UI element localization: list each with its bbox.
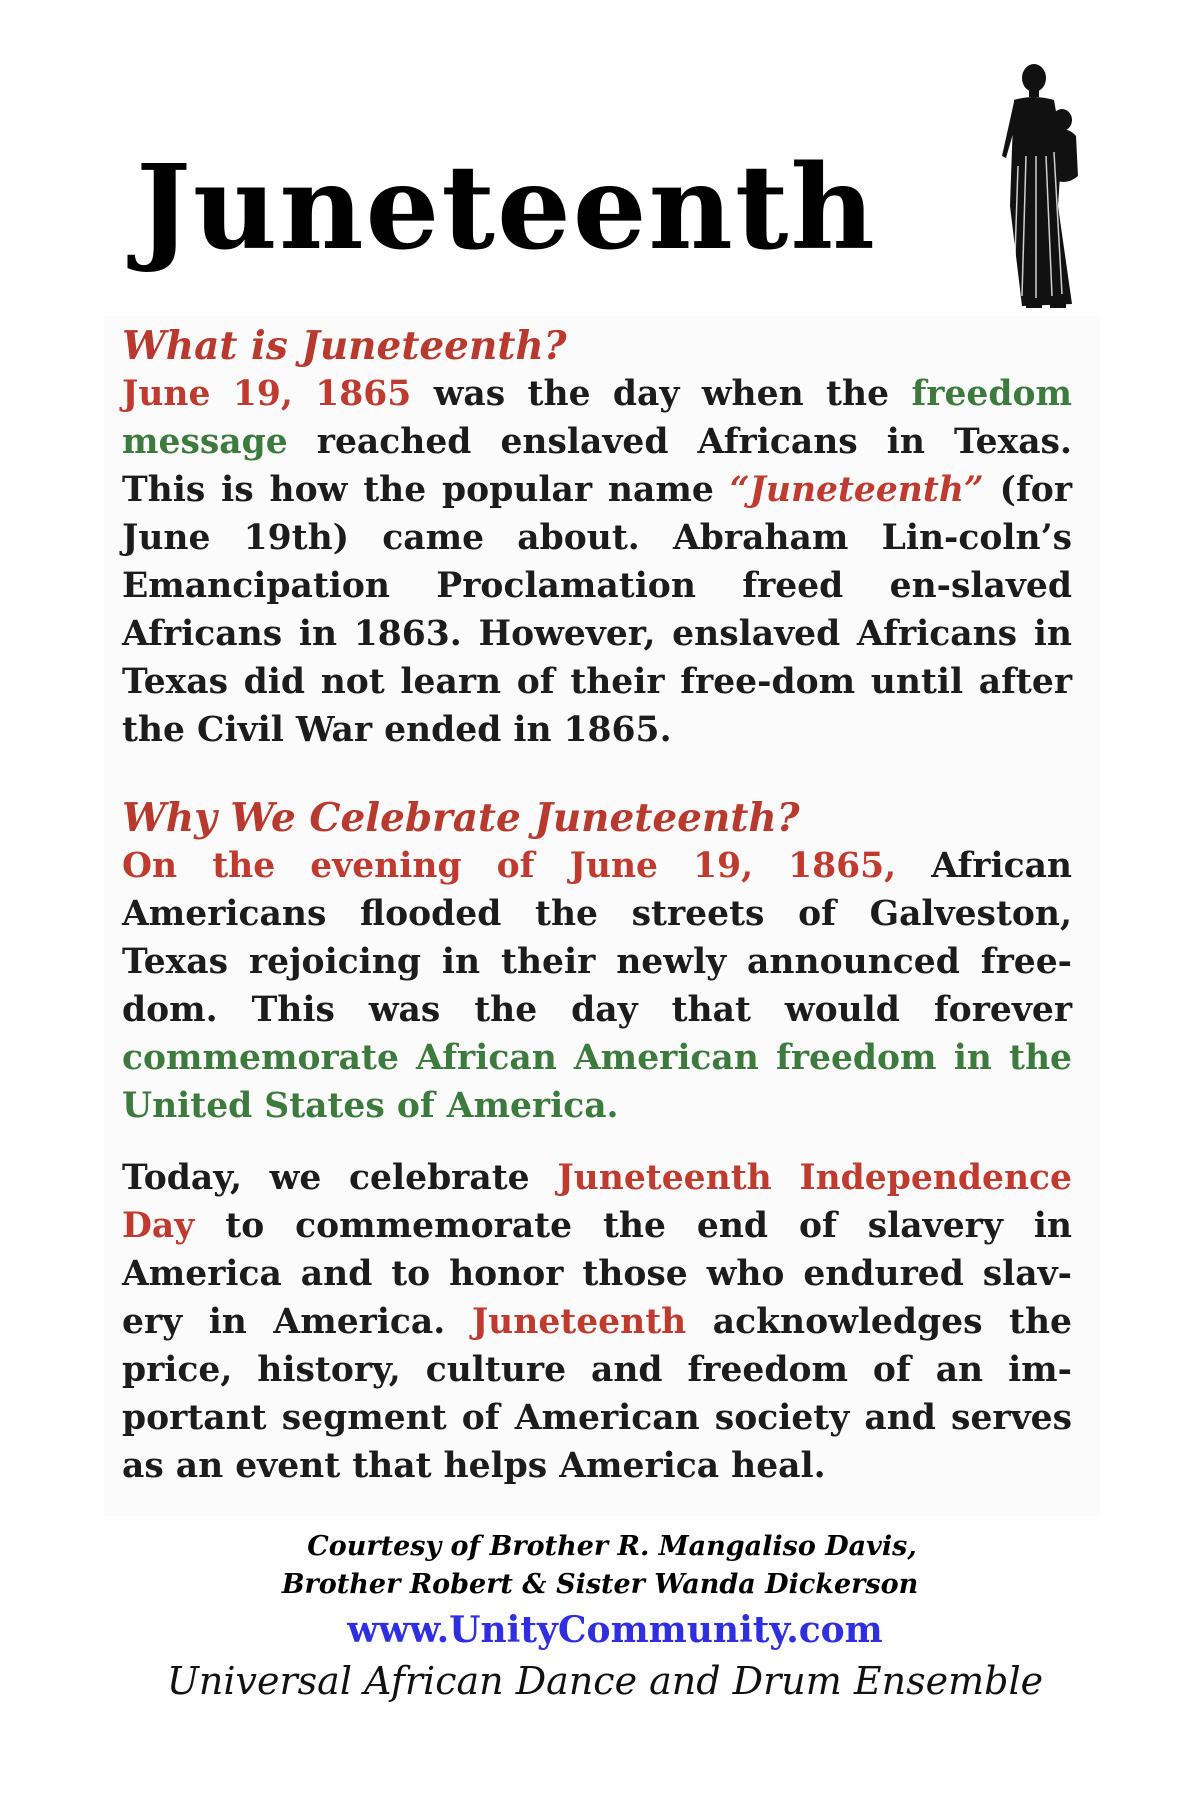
- section-heading: What is Juneteenth?: [122, 323, 567, 369]
- section-heading: Why We Celebrate Juneteenth?: [122, 795, 800, 841]
- credit-line: Brother Robert & Sister Wanda Dickerson: [281, 1569, 919, 1600]
- text-run: reached enslaved Africans in Texas. This is how the popular name: [122, 422, 1072, 510]
- text-run: to commemorate the end of slavery in America and to honor those who endured slav-ery in America.: [122, 1206, 1072, 1342]
- section-why-we-celebrate: [122, 794, 1072, 1130]
- commemorate-highlight: commemorate African American freedom in the United States of America.: [122, 1038, 1072, 1126]
- date-highlight: June 19, 1865: [122, 374, 412, 414]
- text-run: Today, we celebrate: [122, 1158, 530, 1198]
- credits: [0, 1528, 1200, 1708]
- page-title: Juneteenth: [136, 140, 877, 276]
- website-link[interactable]: www.UnityCommunity.com: [347, 1609, 883, 1651]
- evening-date-highlight: On the evening of June 19, 1865,: [122, 846, 897, 886]
- text-run: African Americans flooded the streets of Galveston, Texas rejoicing in their newly announced free-dom. This was the day that would forever: [122, 846, 1073, 1030]
- credit-line: Courtesy of Brother R. Mangaliso Davis,: [307, 1531, 917, 1562]
- juneteenth-name-highlight: “Juneteenth”: [729, 470, 984, 510]
- freedom-message-highlight: freedom message: [122, 374, 1072, 462]
- text-run: acknowledges the price, history, culture and freedom of an im-portant segment of American society and serves as an event that helps America heal.: [122, 1302, 1072, 1486]
- section-paragraph: [122, 370, 1072, 754]
- text-run: was the day when the: [433, 374, 890, 414]
- mother-and-child-silhouette-icon: [992, 56, 1088, 311]
- text-run: (for June 19th) came about. Abraham Lin-coln’s Emancipation Proclamation freed en-slaved Africans in 1863. However, enslaved Africans in Texas did not learn of their free-dom until after the Civil War ended in 1865.: [122, 470, 1072, 750]
- holiday-highlight: Juneteenth Independence Day: [122, 1158, 1073, 1246]
- section-what-is-juneteenth: [122, 322, 1072, 754]
- section-paragraph: [122, 842, 1072, 1130]
- juneteenth-highlight: Juneteenth: [471, 1302, 687, 1342]
- ensemble-name: Universal African Dance and Drum Ensemble: [166, 1659, 1044, 1703]
- section-paragraph: [122, 1154, 1072, 1490]
- section-today: [122, 1154, 1072, 1490]
